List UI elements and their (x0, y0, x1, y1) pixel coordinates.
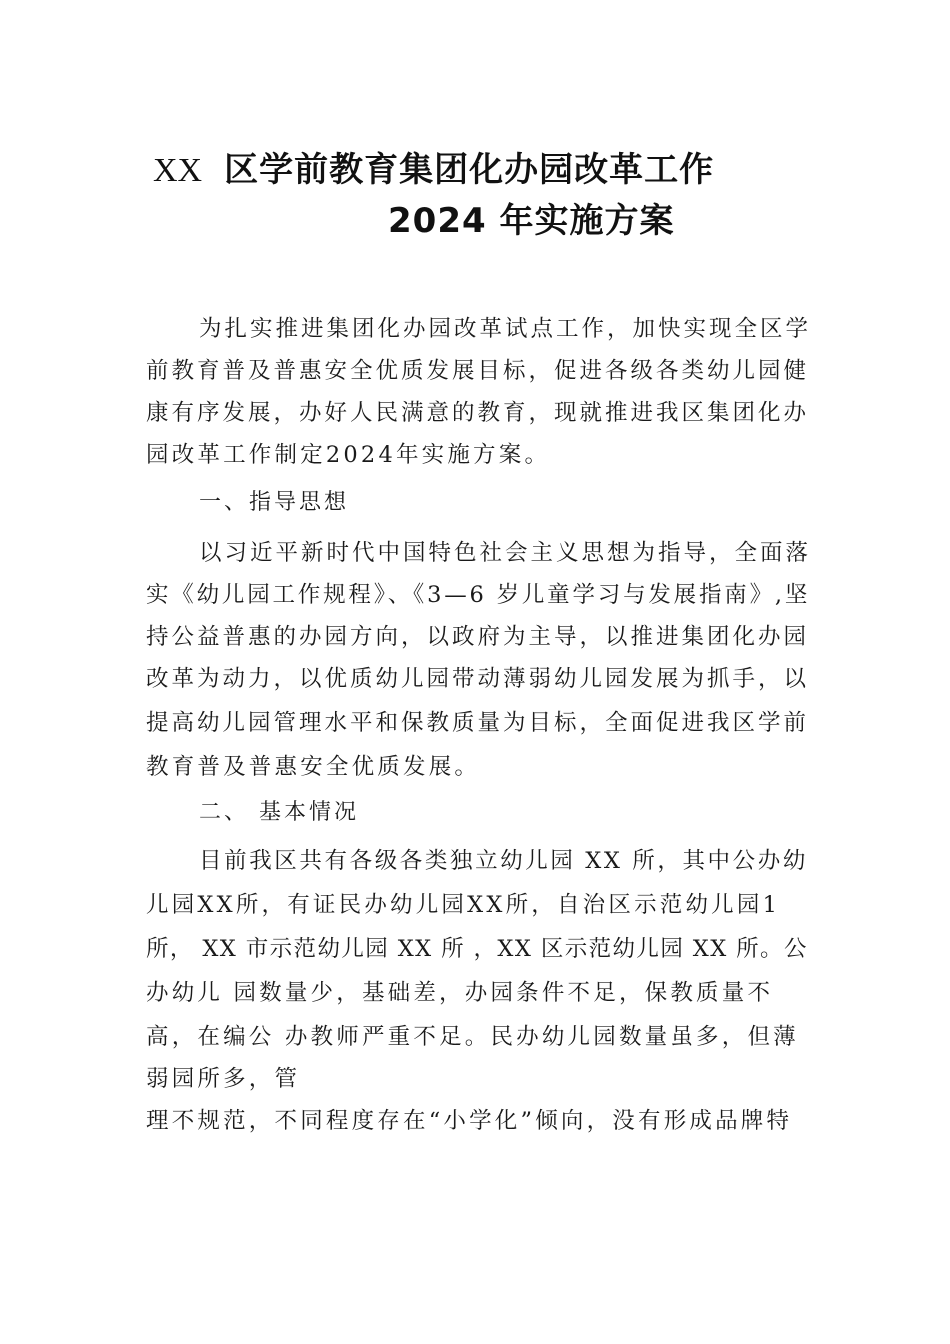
paragraph-situation-line-6: 弱园所多，管 (146, 1066, 301, 1092)
paragraph-situation-line-2: 儿园XX所，有证民办幼儿园XX所，自治区示范幼儿园1 (146, 892, 781, 918)
section-heading-basic-situation: 二、 基本情况 (199, 800, 359, 825)
paragraph-guiding-line-5: 提高幼儿园管理水平和保教质量为目标，全面促进我区学前 (146, 710, 810, 736)
paragraph-guiding-line-6: 教育普及普惠安全优质发展。 (146, 754, 481, 780)
paragraph-situation-line-5: 高，在编公 办教师严重不足。民办幼儿园数量虽多，但薄 (146, 1024, 799, 1050)
paragraph-intro-line-3: 康有序发展，办好人民满意的教育，现就推进我区集团化办 (146, 400, 810, 426)
document-title-line-2: 2024 年实施方案 (388, 201, 675, 241)
paragraph-guiding-line-1: 以习近平新时代中国特色社会主义思想为指导，全面落 (199, 540, 812, 566)
paragraph-situation-line-7: 理不规范，不同程度存在“小学化”倾向，没有形成品牌特 (146, 1108, 793, 1134)
paragraph-intro-line-2: 前教育普及普惠安全优质发展目标，促进各级各类幼儿园健 (146, 358, 810, 384)
title-region-placeholder: XX (153, 152, 203, 189)
paragraph-situation-line-3: 所， XX 市示范幼儿园 XX 所 ，XX 区示范幼儿园 XX 所。公 (146, 936, 808, 962)
paragraph-situation-line-1: 目前我区共有各级各类独立幼儿园 XX 所，其中公办幼 (199, 848, 808, 874)
paragraph-guiding-line-4: 改革为动力，以优质幼儿园带动薄弱幼儿园发展为抓手，以 (146, 666, 810, 692)
title-main-text: 区学前教育集团化办园改革工作 (224, 150, 715, 190)
document-title-line-1 (153, 142, 714, 191)
paragraph-guiding-line-2: 实《幼儿园工作规程》、《3—6 岁儿童学习与发展指南》,坚 (146, 582, 811, 608)
paragraph-intro-line-1: 为扎实推进集团化办园改革试点工作，加快实现全区学 (199, 316, 812, 342)
paragraph-guiding-line-3: 持公益普惠的办园方向，以政府为主导，以推进集团化办园 (146, 624, 810, 650)
section-heading-guiding-ideology: 一、指导思想 (199, 490, 350, 515)
paragraph-intro-line-4: 园改革工作制定2024年实施方案。 (146, 442, 551, 468)
paragraph-situation-line-4: 办幼儿 园数量少，基础差，办园条件不足，保教质量不 (146, 980, 774, 1006)
